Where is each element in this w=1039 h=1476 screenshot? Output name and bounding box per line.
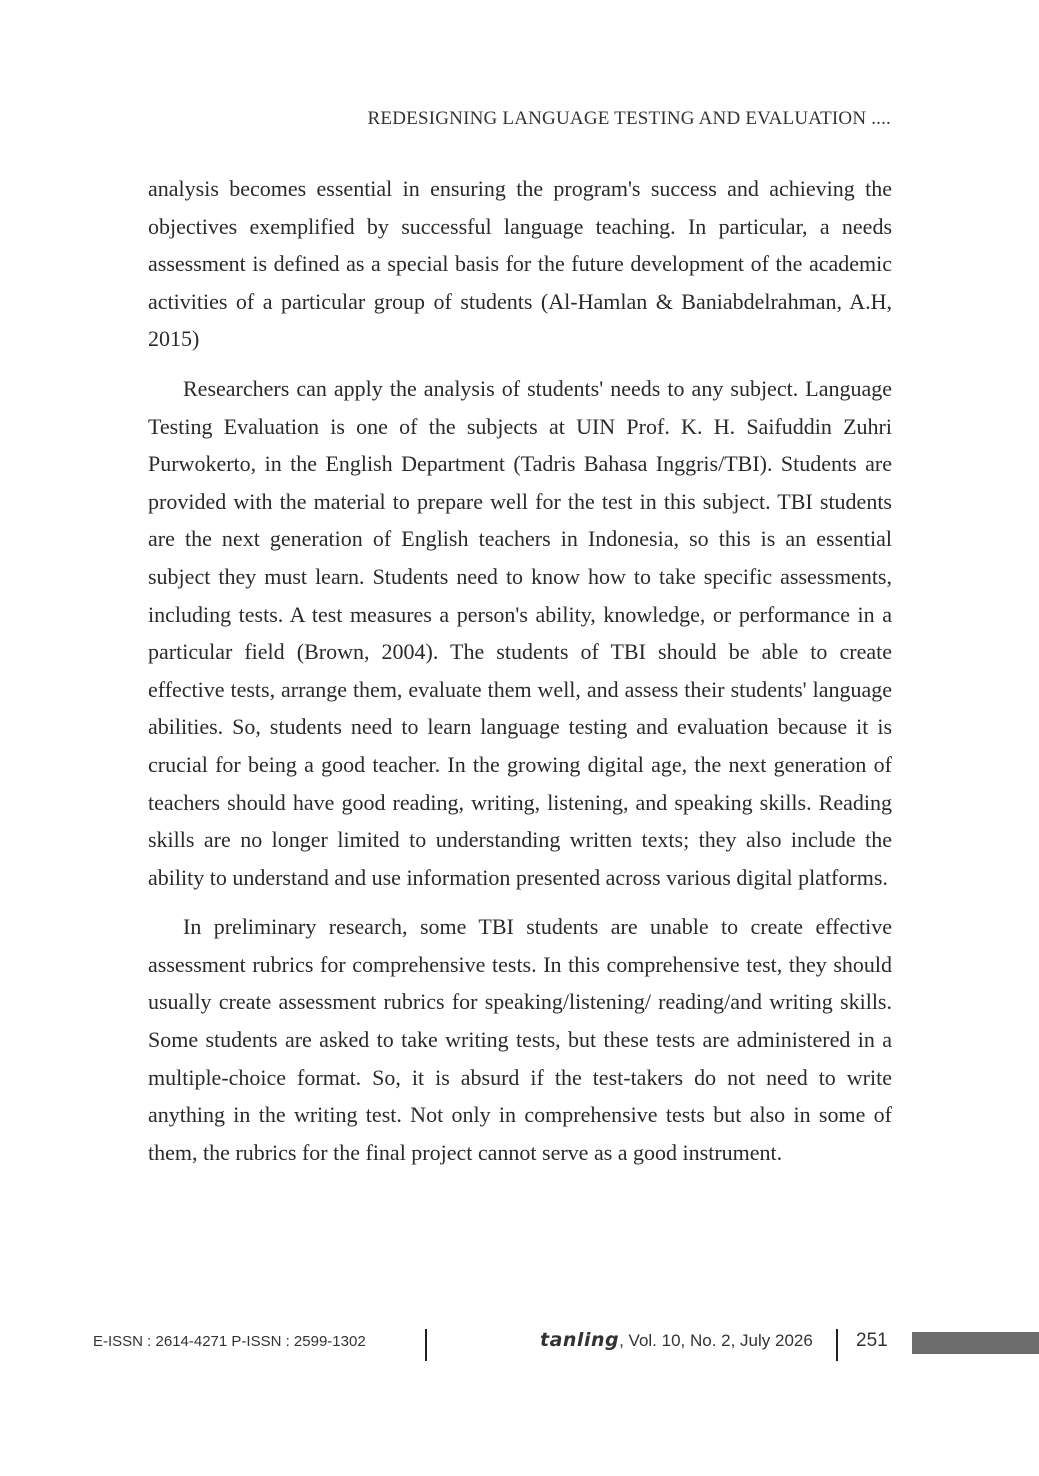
journal-info: , Vol. 10, No. 2, July 2026 [619, 1331, 813, 1350]
issn-text: E-ISSN : 2614-4271 P-ISSN : 2599-1302 [93, 1333, 366, 1350]
footer-bar [912, 1332, 1039, 1354]
running-header: REDESIGNING LANGUAGE TESTING AND EVALUATION .... [367, 108, 891, 129]
paragraph-1: analysis becomes essential in ensuring the program's success and achieving the objectives exemplified by successful language teaching. In particular, a needs assessment is defined as a special basis for the future development of the academic activities of a particular group of students (Al-Hamlan & Baniabdelrahman, A.H, 2015) [148, 176, 892, 352]
body-text [148, 170, 892, 1171]
paragraph-2: Researchers can apply the analysis of students' needs to any subject. Language Testing Evaluation is one of the subjects at UIN Prof. K. H. Saifuddin Zuhri Purwokerto, in the English Department (Tadris Bahasa Inggris/TBI). Students are provided with the material to prepare well for the test in this subject. TBI students are the next generation of English teachers in Indonesia, so this is an essential subject they must learn. Students need to know how to take specific assessments, including tests. A test measures a person's ability, knowledge, or performance in a particular field (Brown, 2004). The students of TBI should be able to create effective tests, arrange them, evaluate them well, and assess their students' language abilities. So, students need to learn language testing and evaluation because it is crucial for being a good teacher. In the growing digital age, the next generation of teachers should have good reading, writing, listening, and speaking skills. Reading skills are no longer limited to understanding written texts; they also include the ability to understand and use information presented across various digital platforms. [148, 375, 892, 890]
footer-divider [836, 1329, 838, 1361]
journal-citation [540, 1329, 813, 1351]
footer-divider [425, 1329, 427, 1361]
journal-logo: tanling [540, 1329, 620, 1351]
page-number: 251 [856, 1330, 888, 1351]
page-footer [0, 1325, 1039, 1365]
paragraph-3: In preliminary research, some TBI students are unable to create effective assessment rubrics for comprehensive tests. In this comprehensive test, they should usually create assessment rubrics for speaking/listening/ reading/and writing skills. Some students are asked to take writing tests, but these tests are administered in a multiple-choice format. So, it is absurd if the test-takers do not need to write anything in the writing test. Not only in comprehensive tests but also in some of them, the rubrics for the final project cannot serve as a good instrument. [148, 914, 892, 1165]
